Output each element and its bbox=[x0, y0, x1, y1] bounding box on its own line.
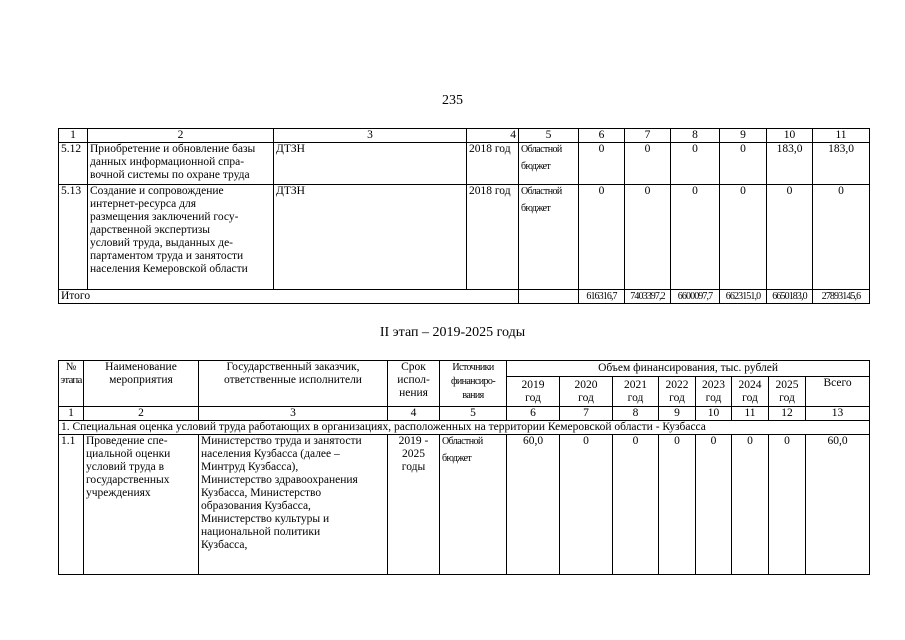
text-line: Министерство труда и занятости bbox=[201, 435, 362, 447]
term: 2018 год bbox=[467, 143, 519, 185]
header-row bbox=[59, 361, 870, 377]
text-line: условий труда, выданных де- bbox=[90, 237, 234, 249]
empty-cell bbox=[519, 290, 579, 304]
value-cell: 0 bbox=[767, 185, 813, 290]
text-line: Кузбасса, bbox=[201, 539, 248, 551]
text-line: условий труда в bbox=[86, 461, 165, 473]
text-line: Министерство культуры и bbox=[201, 513, 330, 525]
text-line: Министерство здравоохранения bbox=[201, 474, 358, 486]
value-cell: 183,0 bbox=[813, 143, 870, 185]
text-line: бюджет bbox=[442, 453, 472, 464]
customer: ДТЗН bbox=[274, 143, 467, 185]
total-value: 6650183,0 bbox=[767, 290, 813, 304]
text-line: национальной политики bbox=[201, 526, 321, 538]
year-header bbox=[769, 377, 806, 407]
value-cell: 0 bbox=[769, 435, 806, 575]
col-number: 4 bbox=[467, 129, 519, 143]
section-title: 1. Специальная оценка условий труда работающих в организациях, расположенных на территории Кемеровской области - Кузбасса bbox=[59, 421, 870, 435]
total-header: Всего bbox=[806, 377, 870, 407]
col-number: 5 bbox=[519, 129, 579, 143]
row-number: 5.12 bbox=[59, 143, 88, 185]
total-label: Итого bbox=[59, 290, 519, 304]
col-number: 10 bbox=[767, 129, 813, 143]
col-number: 3 bbox=[199, 407, 388, 421]
value-cell: 0 bbox=[625, 185, 671, 290]
value-cell: 0 bbox=[671, 143, 720, 185]
text-line: финансиро- bbox=[450, 376, 496, 387]
value-cell: 0 bbox=[813, 185, 870, 290]
col-number: 7 bbox=[625, 129, 671, 143]
value-cell: 0 bbox=[720, 185, 767, 290]
year-number: 2023 bbox=[702, 378, 725, 391]
col-number: 9 bbox=[720, 129, 767, 143]
total-value: 6600097,7 bbox=[671, 290, 720, 304]
value-cell: 0 bbox=[720, 143, 767, 185]
text-line: Проведение спе- bbox=[86, 435, 168, 447]
col-number: 6 bbox=[507, 407, 560, 421]
text-line: бюджет bbox=[521, 161, 551, 172]
col-number: 4 bbox=[388, 407, 440, 421]
term: 2018 год bbox=[467, 185, 519, 290]
total-value: 616316,7 bbox=[579, 290, 625, 304]
value-cell: 0 bbox=[671, 185, 720, 290]
funding-table-stage-1 bbox=[58, 128, 870, 304]
year-number: 2021 bbox=[624, 378, 647, 391]
year-word: год bbox=[705, 391, 722, 404]
funding-source bbox=[519, 185, 579, 290]
term bbox=[388, 435, 440, 575]
total-value: 27893145,6 bbox=[813, 290, 870, 304]
col-number: 12 bbox=[769, 407, 806, 421]
year-number: 2020 bbox=[574, 378, 598, 391]
customer: ДТЗН bbox=[274, 185, 467, 290]
col-number: 8 bbox=[671, 129, 720, 143]
year-header bbox=[659, 377, 696, 407]
value-cell: 0 bbox=[613, 435, 659, 575]
year-word: год bbox=[742, 391, 758, 404]
text-line: вочной системы по охране труда bbox=[90, 169, 250, 181]
value-cell: 0 bbox=[579, 185, 625, 290]
value-cell: 183,0 bbox=[767, 143, 813, 185]
text-line: Кузбасса, Министерство bbox=[201, 487, 322, 499]
text-line: населения Кузбасса (далее – bbox=[201, 448, 340, 460]
text-line: дарственной экспертизы bbox=[90, 224, 211, 236]
text-line: размещения заключений госу- bbox=[90, 211, 239, 223]
funding-source bbox=[519, 143, 579, 185]
funding-source bbox=[440, 435, 507, 575]
text-line: годы bbox=[401, 461, 426, 473]
text-line: циальной оценки bbox=[86, 448, 171, 460]
table-row bbox=[59, 185, 870, 290]
measure-name bbox=[84, 435, 199, 575]
year-word: год bbox=[578, 391, 594, 404]
row-number: 1.1 bbox=[59, 435, 84, 575]
col-number: 8 bbox=[613, 407, 659, 421]
text-line: Минтруд Кузбасса), bbox=[201, 461, 299, 473]
row-number: 5.13 bbox=[59, 185, 88, 290]
col-number: 13 bbox=[806, 407, 870, 421]
table-number-row bbox=[59, 407, 870, 421]
header-name bbox=[84, 361, 199, 407]
text-line: испол- bbox=[397, 374, 430, 386]
col-number: 2 bbox=[84, 407, 199, 421]
header-customer bbox=[199, 361, 388, 407]
text-line: интернет-ресурса для bbox=[90, 198, 196, 210]
text-line: Приобретение и обновление базы bbox=[90, 143, 256, 155]
text-line: Областной bbox=[521, 186, 562, 197]
col-number: 7 bbox=[560, 407, 613, 421]
col-number: 9 bbox=[659, 407, 696, 421]
text-line: мероприятия bbox=[109, 374, 173, 386]
value-cell: 0 bbox=[579, 143, 625, 185]
text-line: партаментом труда и занятости bbox=[90, 250, 244, 262]
year-number: 2022 bbox=[665, 378, 689, 391]
text-line: Срок bbox=[401, 361, 426, 373]
year-header bbox=[696, 377, 732, 407]
year-word: год bbox=[779, 391, 795, 404]
col-number: 1 bbox=[59, 407, 84, 421]
text-line: 2019 - bbox=[398, 435, 429, 447]
value-cell: 0 bbox=[696, 435, 732, 575]
text-line: населения Кемеровской области bbox=[90, 263, 248, 275]
value-cell: 0 bbox=[560, 435, 613, 575]
text-line: государственных bbox=[86, 474, 170, 486]
table-row bbox=[59, 143, 870, 185]
year-header bbox=[613, 377, 659, 407]
header-volume: Объем финансирования, тыс. рублей bbox=[507, 361, 870, 377]
customer bbox=[199, 435, 388, 575]
value-cell: 0 bbox=[732, 435, 769, 575]
value-cell: 60,0 bbox=[806, 435, 870, 575]
header-number bbox=[59, 361, 84, 407]
col-number: 11 bbox=[813, 129, 870, 143]
table-row bbox=[59, 435, 870, 575]
text-line: Государственный заказчик, bbox=[226, 361, 360, 373]
text-line: Наименование bbox=[105, 361, 177, 373]
text-line: ответственные исполнители bbox=[224, 374, 362, 386]
text-line: учреждениях bbox=[86, 487, 151, 499]
col-number: 2 bbox=[88, 129, 274, 143]
year-header bbox=[507, 377, 560, 407]
stage-title: II этап – 2019-2025 годы bbox=[379, 325, 526, 340]
year-header bbox=[732, 377, 769, 407]
total-value: 7403397,2 bbox=[625, 290, 671, 304]
value-cell: 60,0 bbox=[507, 435, 560, 575]
col-number: 3 bbox=[274, 129, 467, 143]
text-line: 2025 bbox=[402, 448, 425, 460]
total-row bbox=[59, 290, 870, 304]
year-word: год bbox=[525, 391, 541, 404]
text-line: Областной bbox=[521, 144, 562, 155]
year-word: год bbox=[669, 391, 685, 404]
year-number: 2024 bbox=[738, 378, 762, 391]
year-word: год bbox=[627, 391, 644, 404]
section-row bbox=[59, 421, 870, 435]
text-line: образования Кузбасса, bbox=[201, 500, 311, 512]
table-number-row bbox=[59, 129, 870, 143]
header-source bbox=[440, 361, 507, 407]
text-line: этапа bbox=[60, 374, 82, 386]
funding-table-stage-2 bbox=[58, 360, 870, 575]
measure-name bbox=[88, 185, 274, 290]
col-number: 6 bbox=[579, 129, 625, 143]
page-number: 235 bbox=[442, 93, 463, 108]
value-cell: 0 bbox=[625, 143, 671, 185]
col-number: 5 bbox=[440, 407, 507, 421]
col-number: 11 bbox=[732, 407, 769, 421]
value-cell: 0 bbox=[659, 435, 696, 575]
total-value: 6623151,0 bbox=[720, 290, 767, 304]
col-number: 10 bbox=[696, 407, 732, 421]
year-header bbox=[560, 377, 613, 407]
text-line: вания bbox=[462, 390, 484, 401]
header-term bbox=[388, 361, 440, 407]
text-line: нения bbox=[399, 387, 428, 399]
col-number: 1 bbox=[59, 129, 88, 143]
year-number: 2025 bbox=[775, 378, 799, 391]
text-line: бюджет bbox=[521, 203, 551, 214]
text-line: № bbox=[65, 361, 77, 373]
text-line: Создание и сопровождение bbox=[90, 185, 224, 197]
text-line: данных информационной спра- bbox=[90, 156, 245, 168]
year-number: 2019 bbox=[521, 378, 545, 391]
text-line: Источники bbox=[452, 362, 494, 373]
text-line: Областной bbox=[442, 436, 483, 447]
measure-name bbox=[88, 143, 274, 185]
